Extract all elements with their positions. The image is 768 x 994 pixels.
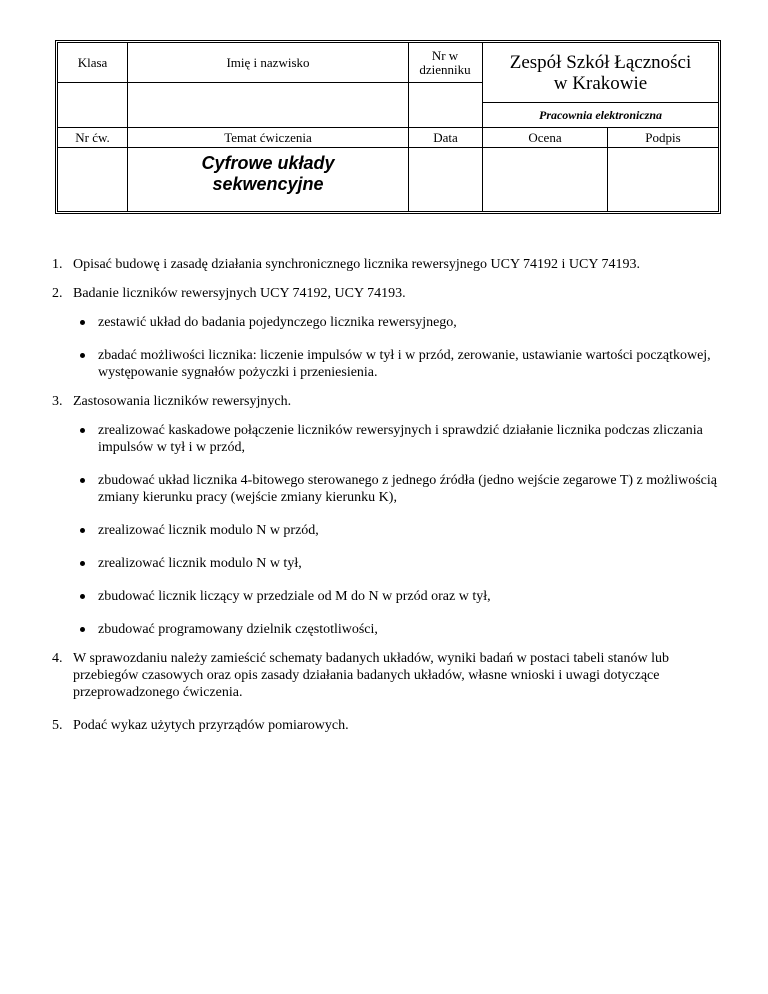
subtask-text: zbadać możliwości licznika: liczenie impulsów w tył i w przód, zerowanie, ustawianie wartości początkowej, występowanie sygnałów pożyczki i przeniesienia. (98, 348, 711, 380)
bullet-icon (80, 561, 85, 566)
podpis-label: Podpis (645, 129, 681, 145)
subtask-item (52, 347, 732, 381)
task-item (52, 256, 732, 273)
subtask-text: zestawić układ do badania pojedynczego licznika rewersyjnego, (98, 315, 457, 330)
subtask-text: zrealizować licznik modulo N w tył, (98, 556, 302, 571)
divider (58, 82, 482, 83)
bullet-icon (80, 320, 85, 325)
task-list (52, 256, 732, 746)
task-number: 4. (52, 651, 63, 666)
bullet-icon (80, 627, 85, 632)
task-number: 5. (52, 718, 63, 733)
subtask-item (52, 555, 732, 572)
divider (58, 147, 718, 148)
school-name (483, 45, 718, 100)
task-number: 3. (52, 394, 63, 409)
school-name-line2: w Krakowie (553, 72, 648, 94)
subtask-item (52, 621, 732, 638)
klasa-label: Klasa (77, 54, 108, 70)
topic-line1: Cyfrowe układy (201, 153, 335, 173)
subtask-item (52, 314, 732, 331)
bullet-icon (80, 478, 85, 483)
bullet-icon (80, 353, 85, 358)
nr-cw-label: Nr ćw. (75, 129, 110, 145)
task-item (52, 393, 732, 410)
topic-line2: sekwencyjne (212, 174, 324, 194)
nr-dziennik-label: Nr w dzienniku (419, 47, 471, 77)
task-text: Badanie liczników rewersyjnych UCY 74192, UCY 74193. (73, 286, 406, 301)
bullet-icon (80, 428, 85, 433)
subtask-text: zbudować układ licznika 4-bitowego sterowanego z jednego źródła (jedno wejście zegarowe T) z możliwością zmiany kierunku pracy (wejście zmiany kierunku K), (98, 473, 718, 505)
data-label: Data (433, 129, 458, 145)
task-item (52, 717, 732, 734)
subtask-item (52, 422, 732, 456)
task-item (52, 650, 732, 701)
subtask-list (52, 422, 732, 638)
school-name-line1: Zespół Szkół Łączności (509, 51, 692, 73)
task-number: 1. (52, 257, 63, 272)
task-text: W sprawozdaniu należy zamieścić schematy badanych układów, wyniki badań w postaci tabeli stanów lub przebiegów czasowych oraz opis zasady działania badanych układów, własne wnioski i uwagi dotyczące przeprowadzonego ćwiczenia. (73, 651, 669, 700)
imie-label: Imię i nazwisko (226, 54, 310, 70)
header-table (55, 40, 721, 214)
subtask-item (52, 522, 732, 539)
temat-label: Temat ćwiczenia (224, 129, 312, 145)
subtask-text: zrealizować kaskadowe połączenie liczników rewersyjnych i sprawdzić działanie licznika podczas zliczania impulsów w tył i w przód, (98, 423, 703, 455)
task-text: Opisać budowę i zasadę działania synchronicznego licznika rewersyjnego UCY 74192 i UCY 74193. (73, 257, 640, 272)
task-text: Podać wykaz użytych przyrządów pomiarowych. (73, 718, 349, 733)
ocena-label: Ocena (528, 129, 562, 145)
task-text: Zastosowania liczników rewersyjnych. (73, 394, 292, 409)
task-item (52, 285, 732, 302)
bullet-icon (80, 594, 85, 599)
subtask-text: zrealizować licznik modulo N w przód, (98, 523, 319, 538)
subtask-list (52, 314, 732, 381)
lab-name: Pracownia elektroniczna (538, 108, 662, 122)
task-number: 2. (52, 286, 63, 301)
bullet-icon (80, 528, 85, 533)
subtask-text: zbudować programowany dzielnik częstotliwości, (98, 622, 378, 637)
subtask-item (52, 472, 732, 506)
subtask-item (52, 588, 732, 605)
subtask-text: zbudować licznik liczący w przedziale od M do N w przód oraz w tył, (98, 589, 491, 604)
exercise-topic (128, 153, 408, 203)
